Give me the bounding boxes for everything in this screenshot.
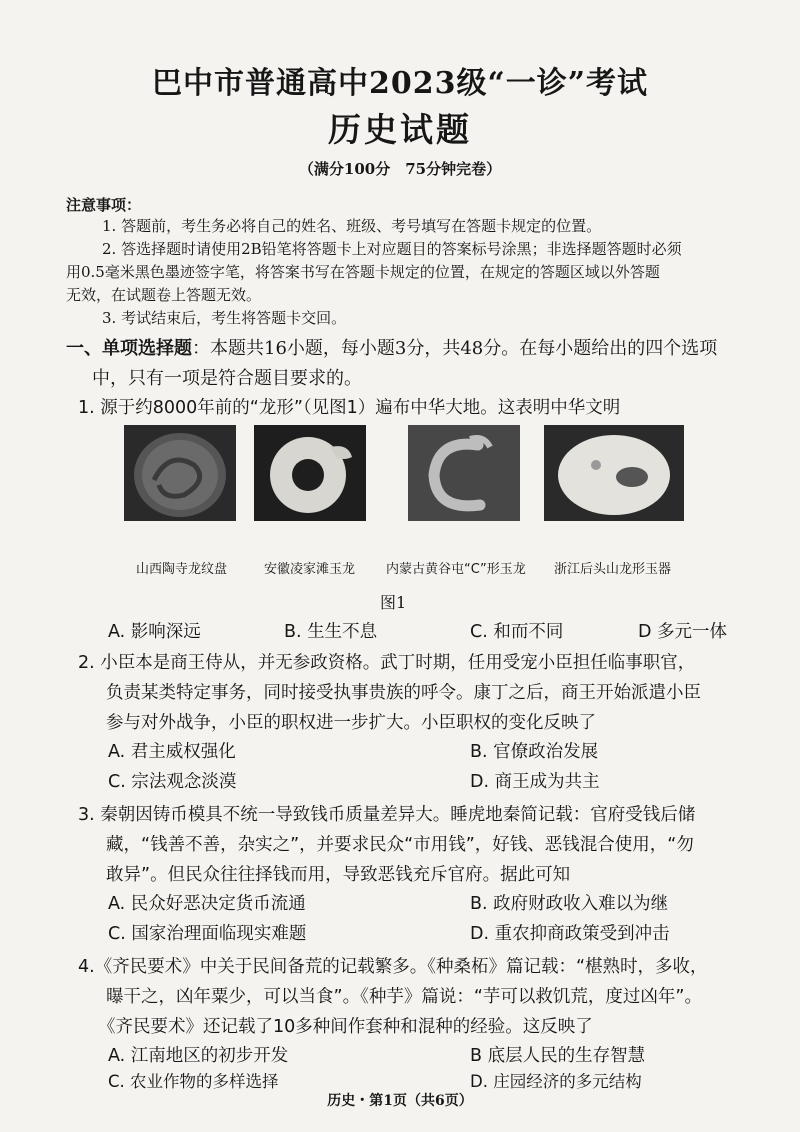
figure-caption: 安徽凌家滩玉龙: [264, 562, 356, 577]
notice-heading: 注意事项：: [66, 196, 142, 214]
exam-subtitle: （满分100分 75分钟完卷）: [298, 160, 502, 178]
pottery-dragon-plate-image: [124, 425, 236, 521]
q1-option-b: B. 生生不息: [284, 622, 378, 642]
q2-option-d: D. 商王成为共主: [470, 772, 600, 792]
q4-stem: 《齐民要术》还记载了10多种间作套种和混种的经验。这反映了: [98, 1017, 593, 1037]
section-text: ：本题共16小题，每小题3分，共48分。在每小题给出的四个选项: [192, 338, 718, 359]
q2-option-b: B. 官僚政治发展: [470, 742, 599, 762]
c-shaped-jade-dragon-image: [408, 425, 520, 521]
page-footer: 历史・第1页（共6页）: [327, 1093, 473, 1109]
section-text-2: 中，只有一项是符合题目要求的。: [92, 368, 362, 389]
q3-stem: 3. 秦朝因铸币模具不统一导致钱币质量差异大。睡虎地秦简记载：官府受钱后储: [78, 805, 696, 825]
q2-option-c: C. 宗法观念淡漠: [108, 772, 237, 792]
q2-option-a: A. 君主威权强化: [108, 742, 236, 762]
figure-label: 图1: [380, 593, 407, 612]
q1-option-a: A. 影响深远: [108, 622, 201, 642]
q3-option-d: D. 重农抑商政策受到冲击: [470, 924, 670, 944]
q1-option-d: D 多元一体: [638, 622, 728, 642]
subject-title: 历史试题: [328, 110, 472, 149]
notice-line: 2. 答选择题时请使用2B铅笔将答题卡上对应题目的答案标号涂黑；非选择题答题时必须: [102, 240, 682, 258]
section-heading: [66, 334, 717, 364]
q2-stem: 2. 小臣本是商王侍从，并无参政资格。武丁时期，任用受宠小臣担任临事职官，: [78, 653, 696, 673]
q1-stem: 1. 源于约8000年前的“龙形”（见图1）遍布中华大地。这表明中华文明: [78, 398, 621, 418]
notice-line: 无效，在试题卷上答题无效。: [66, 286, 262, 304]
q4-stem: 曝干之，凶年粟少，可以当食”。《种芋》篇说：“芋可以救饥荒，度过凶年”。: [106, 987, 702, 1007]
notice-line: 用0.5毫米黑色墨迹签字笔，将答案书写在答题卡规定的位置，在规定的答题区域以外答题: [66, 263, 660, 281]
figure-caption: 浙江后头山龙形玉器: [554, 562, 672, 577]
q2-stem: 参与对外战争，小臣的职权进一步扩大。小臣职权的变化反映了: [106, 713, 596, 733]
figure-caption: 山西陶寺龙纹盘: [136, 562, 228, 577]
figure-caption: 内蒙古黄谷屯“C”形玉龙: [386, 562, 526, 577]
q4-stem: 4.《齐民要术》中关于民间备荒的记载繁多。《种桑柘》篇记载：“椹熟时，多收，: [78, 957, 708, 977]
q3-stem: 藏，“钱善不善，杂实之”，并要求民众“市用钱”，好钱、恶钱混合使用，“勿: [106, 835, 694, 855]
q4-option-a: A. 江南地区的初步开发: [108, 1046, 289, 1066]
q4-option-c: C. 农业作物的多样选择: [108, 1072, 279, 1091]
q4-option-b: B 底层人民的生存智慧: [470, 1046, 646, 1066]
q3-option-a: A. 民众好恶决定货币流通: [108, 894, 306, 914]
q1-option-c: C. 和而不同: [470, 622, 564, 642]
q3-option-c: C. 国家治理面临现实难题: [108, 924, 307, 944]
q3-option-b: B. 政府财政收入难以为继: [470, 894, 669, 914]
jade-dragon-lingjiatan-image: [254, 425, 366, 521]
notice-line: 1. 答题前，考生务必将自己的姓名、班级、考号填写在答题卡规定的位置。: [102, 217, 602, 235]
exam-title: 巴中市普通高中2023级“一诊”考试: [151, 66, 648, 101]
q4-option-d: D. 庄园经济的多元结构: [470, 1072, 642, 1091]
notice-line: 3. 考试结束后，考生将答题卡交回。: [102, 309, 347, 327]
section-label: 一、单项选择题: [66, 338, 192, 359]
q3-stem: 敢异”。但民众往往择钱而用，导致恶钱充斥官府。据此可知: [106, 865, 571, 885]
dragon-jade-houtoushan-image: [544, 425, 684, 521]
q2-stem: 负责某类特定事务，同时接受执事贵族的呼令。康丁之后，商王开始派遣小臣: [106, 683, 701, 703]
